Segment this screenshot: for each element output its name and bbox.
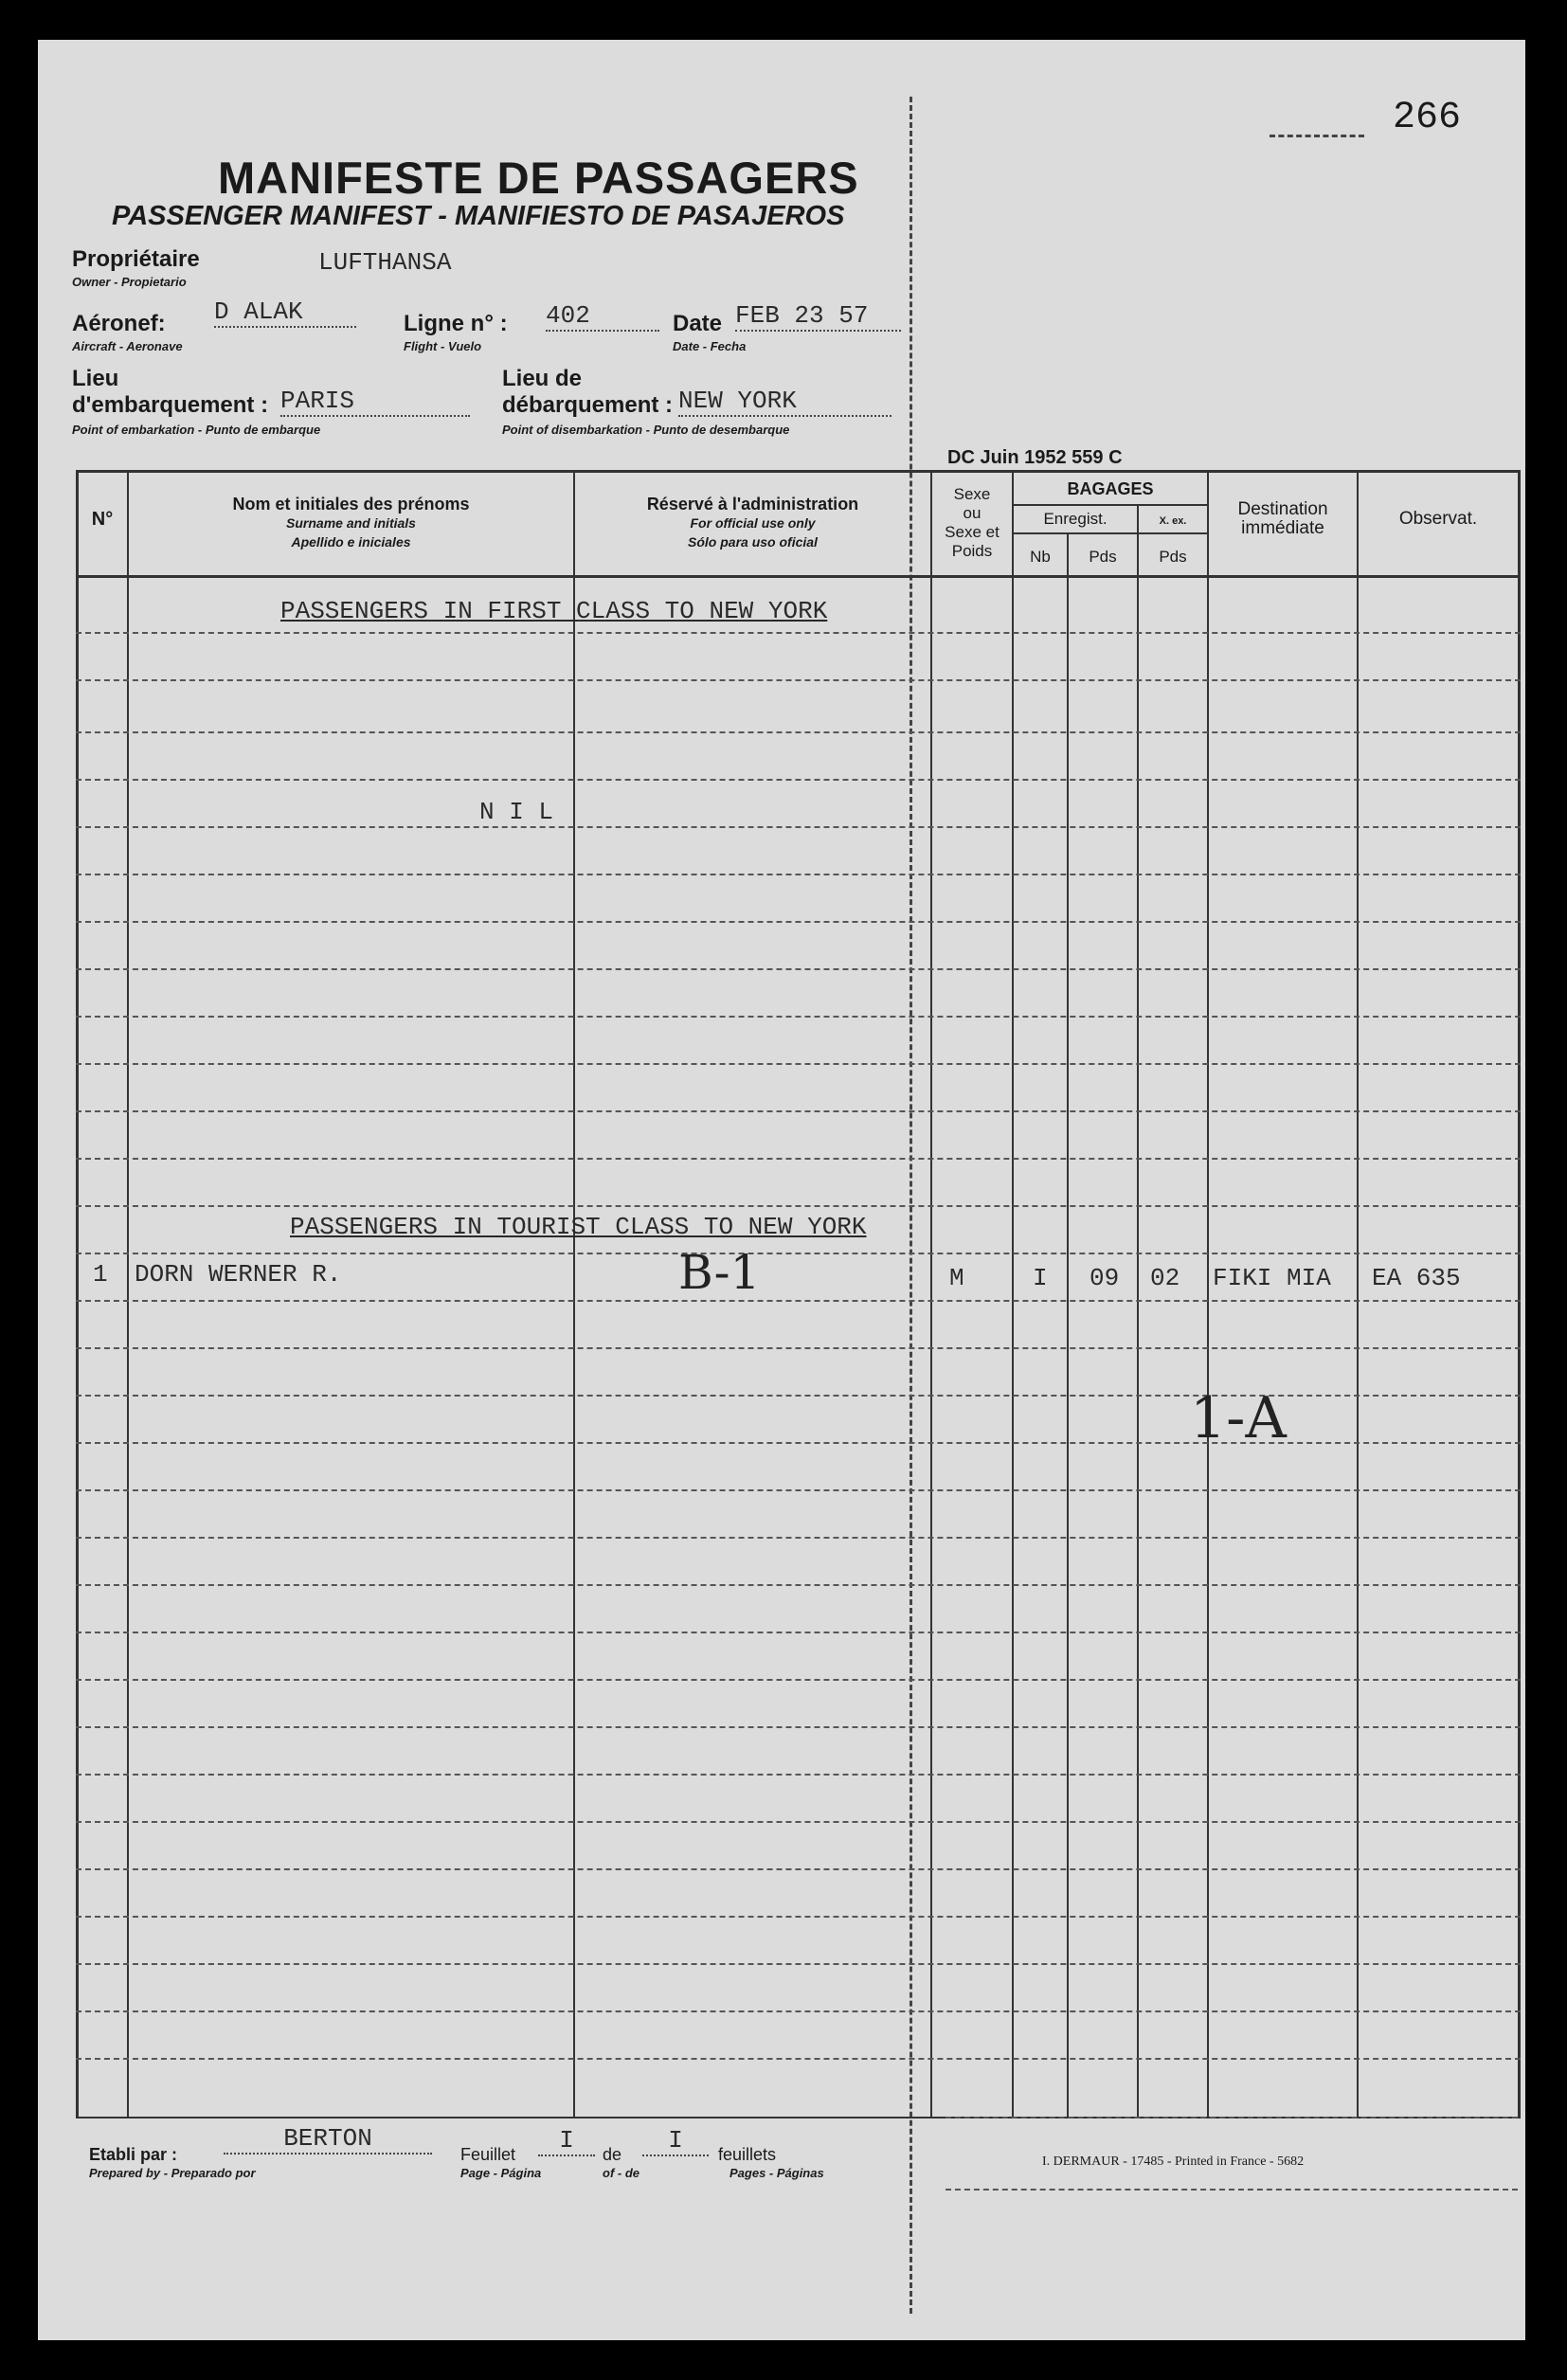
form-code: DC Juin 1952 559 C	[947, 447, 1123, 468]
sheet-label: Feuillet	[460, 2145, 516, 2164]
form-title: MANIFESTE DE PASSAGERS	[218, 153, 859, 203]
col-excess: X. ex.	[1159, 515, 1187, 527]
of-sublabel: of - de	[603, 2166, 639, 2180]
col-sex-line4: Poids	[951, 542, 993, 560]
total-value: I	[642, 2126, 709, 2156]
col-name-sub2: Apellido e iniciales	[291, 534, 411, 550]
col-remarks: Observat.	[1398, 509, 1478, 529]
col-destination-line2: immédiate	[1241, 518, 1324, 538]
pages-label: feuillets	[718, 2145, 777, 2164]
pages-sublabel: Pages - Páginas	[729, 2166, 824, 2180]
col-admin	[575, 495, 930, 551]
col-name-sub1: Surname and initials	[286, 515, 416, 531]
sheet-sublabel: Page - Página	[460, 2166, 542, 2180]
handwritten-note: 1-A	[1190, 1385, 1287, 1451]
footer-rule-top	[946, 2117, 1518, 2119]
col-registered: Enregist.	[1043, 510, 1108, 528]
nil-entry: N I L	[479, 798, 554, 826]
embark-value: PARIS	[280, 387, 470, 417]
col-sex-line3: Sexe et	[945, 523, 1000, 541]
col-baggage: BAGAGES	[1067, 479, 1154, 498]
disembark-value: NEW YORK	[678, 387, 892, 417]
col-name	[129, 495, 573, 551]
date-label: Date	[673, 311, 723, 336]
manifest-sheet	[38, 40, 1525, 2340]
passenger-no: 1	[93, 1260, 108, 1289]
prepared-sublabel: Prepared by - Preparado por	[89, 2166, 256, 2180]
col-excess-pds: Pds	[1159, 548, 1187, 566]
date-value: FEB 23 57	[735, 301, 901, 332]
date-sublabel: Date - Fecha	[673, 339, 747, 353]
disembark-sublabel: Point of disembarkation - Punto de desembarque	[502, 423, 790, 437]
col-no: N°	[91, 509, 114, 530]
col-name-label: Nom et initiales des prénoms	[232, 495, 470, 514]
col-sex-line2: ou	[963, 504, 982, 522]
disembark-label-line1: Lieu de	[502, 366, 583, 391]
disembark-label-line2: débarquement :	[502, 392, 674, 418]
of-label: de	[603, 2145, 622, 2164]
aircraft-sublabel: Aircraft - Aeronave	[72, 339, 183, 353]
corner-dash	[1270, 135, 1364, 137]
col-admin-label: Réservé à l'administration	[646, 495, 859, 514]
tourist-class-heading: PASSENGERS IN TOURIST CLASS TO NEW YORK	[290, 1213, 867, 1241]
owner-sublabel: Owner - Propietario	[72, 275, 187, 289]
passenger-remarks: EA 635	[1372, 1264, 1461, 1292]
sheet-value: I	[538, 2126, 595, 2156]
passenger-destination: FIKI MIA	[1213, 1264, 1331, 1292]
aircraft-label: Aéronef:	[72, 311, 166, 336]
col-admin-sub2: Sólo para uso oficial	[688, 534, 818, 550]
embark-label-line2: d'embarquement :	[72, 392, 269, 418]
page-number: 266	[1393, 97, 1462, 139]
passenger-excess-weight: 02	[1150, 1264, 1180, 1292]
first-class-heading: PASSENGERS IN FIRST CLASS TO NEW YORK	[280, 597, 828, 625]
passenger-bag-weight: 09	[1090, 1264, 1120, 1292]
col-sex-line1: Sexe	[953, 485, 991, 503]
flight-label: Ligne n° :	[404, 311, 508, 336]
embark-label-line1: Lieu	[72, 366, 119, 391]
col-pds: Pds	[1089, 548, 1117, 566]
passenger-name: DORN WERNER R.	[135, 1260, 342, 1289]
prepared-value: BERTON	[224, 2124, 432, 2155]
printer-credit: I. DERMAUR - 17485 - Printed in France - 5682	[1042, 2155, 1305, 2169]
embark-sublabel: Point of embarkation - Punto de embarque	[72, 423, 321, 437]
prepared-label: Etabli par :	[89, 2145, 178, 2164]
col-sex	[932, 485, 1012, 561]
flight-sublabel: Flight - Vuelo	[404, 339, 482, 353]
passenger-bag-count: I	[1033, 1264, 1048, 1292]
form-subtitle: PASSENGER MANIFEST - MANIFIESTO DE PASAJEROS	[112, 201, 845, 231]
col-destination-line1: Destination	[1237, 499, 1328, 519]
col-nb: Nb	[1030, 548, 1051, 566]
owner-value: LUFTHANSA	[318, 248, 452, 277]
footer-rule-bottom	[946, 2189, 1518, 2191]
col-admin-sub1: For official use only	[690, 515, 816, 531]
flight-value: 402	[546, 301, 659, 332]
passenger-sex: M	[949, 1264, 964, 1292]
aircraft-value: D ALAK	[214, 298, 356, 328]
col-destination	[1209, 500, 1357, 538]
passenger-admin-handwritten: B-1	[678, 1245, 761, 1300]
owner-label: Propriétaire	[72, 246, 200, 272]
